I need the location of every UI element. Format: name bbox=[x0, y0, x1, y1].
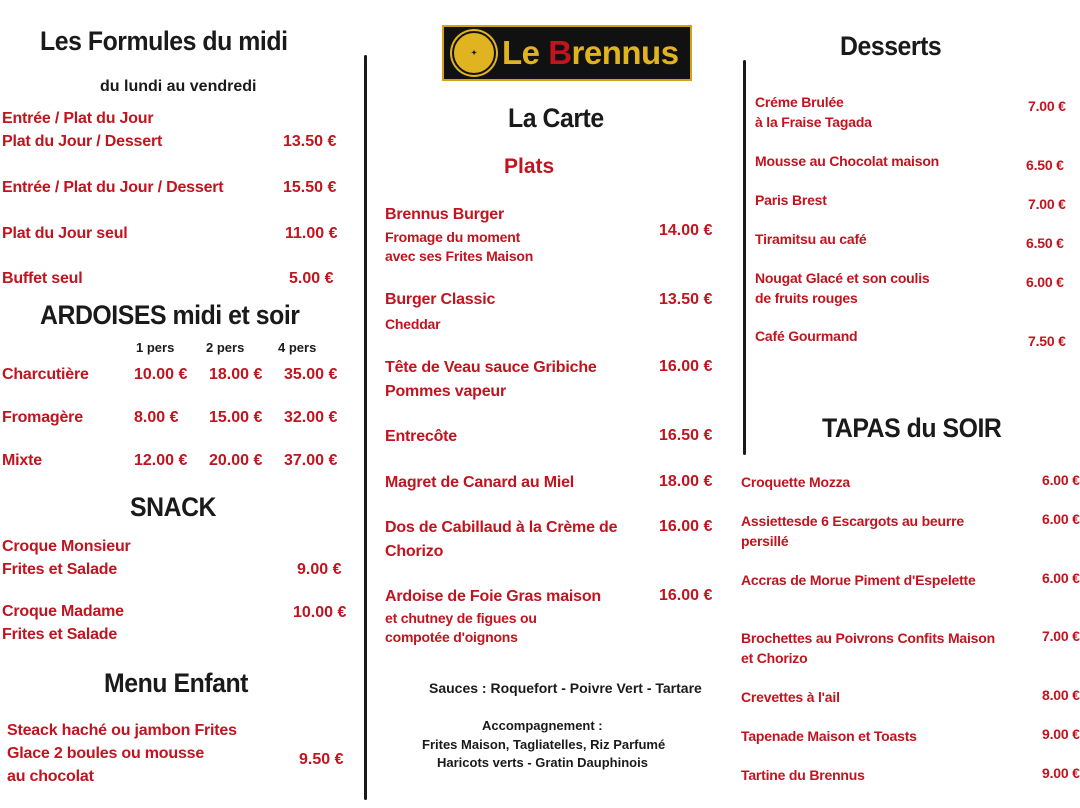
ardoise-3-p2: 20.00 € bbox=[209, 452, 263, 469]
menu-enfant-title: Menu Enfant bbox=[104, 668, 248, 698]
formule-4-name: Buffet seul bbox=[2, 270, 83, 287]
formule-1-line1: Entrée / Plat du Jour bbox=[2, 110, 154, 127]
tapas-7-name: Tartine du Brennus bbox=[741, 767, 865, 783]
desserts-title: Desserts bbox=[840, 31, 942, 61]
ardoise-1-name: Charcutière bbox=[2, 366, 89, 383]
plat-3-price: 16.00 € bbox=[659, 358, 713, 375]
plat-7-price: 16.00 € bbox=[659, 587, 713, 604]
snack-2-line1: Croque Madame bbox=[2, 603, 124, 620]
dessert-3-name: Paris Brest bbox=[755, 192, 827, 208]
logo-b: B bbox=[548, 34, 572, 71]
dessert-2-name: Mousse au Chocolat maison bbox=[755, 153, 940, 169]
plat-6-name2: Chorizo bbox=[385, 543, 444, 560]
plat-2-sub1: Cheddar bbox=[385, 316, 441, 332]
tapas-5-name: Crevettes à l'ail bbox=[741, 689, 840, 705]
formule-1-line2: Plat du Jour / Dessert bbox=[2, 133, 163, 150]
plat-3-name2: Pommes vapeur bbox=[385, 383, 507, 400]
snack-1-price: 9.00 € bbox=[297, 561, 342, 578]
plat-7-sub1: et chutney de figues ou bbox=[385, 610, 537, 626]
tapas-5-price: 8.00 € bbox=[1042, 687, 1080, 703]
logo-badge: ✦ bbox=[452, 31, 496, 75]
plats-title: Plats bbox=[504, 155, 555, 178]
logo-le: Le bbox=[502, 34, 549, 71]
dessert-5-price: 6.00 € bbox=[1026, 274, 1064, 290]
dessert-1-line2: à la Fraise Tagada bbox=[755, 114, 872, 130]
ardoise-2-p1: 8.00 € bbox=[134, 409, 179, 426]
ardoises-title: ARDOISES midi et soir bbox=[40, 300, 300, 330]
ardoise-1-p4: 35.00 € bbox=[284, 366, 338, 383]
snack-1-line2: Frites et Salade bbox=[2, 561, 118, 578]
formules-subtitle: du lundi au vendredi bbox=[100, 78, 257, 95]
enfant-line2: Glace 2 boules ou mousse bbox=[7, 745, 205, 762]
tapas-1-name: Croquette Mozza bbox=[741, 474, 851, 490]
formule-2-price: 15.50 € bbox=[283, 179, 337, 196]
tapas-2-price: 6.00 € bbox=[1042, 511, 1080, 527]
ardoises-col-2pers: 2 pers bbox=[206, 340, 245, 355]
accompagnement-line2: Haricots verts - Gratin Dauphinois bbox=[437, 755, 648, 770]
tapas-3-name: Accras de Morue Piment d'Espelette bbox=[741, 572, 976, 588]
dessert-3-price: 7.00 € bbox=[1028, 196, 1066, 212]
enfant-line3: au chocolat bbox=[7, 768, 94, 785]
ardoise-2-name: Fromagère bbox=[2, 409, 83, 426]
snack-1-line1: Croque Monsieur bbox=[2, 538, 131, 555]
brennus-logo bbox=[442, 25, 692, 81]
snack-2-line2: Frites et Salade bbox=[2, 626, 118, 643]
snack-2-price: 10.00 € bbox=[293, 604, 347, 621]
plat-4-price: 16.50 € bbox=[659, 427, 713, 444]
plat-3-name: Tête de Veau sauce Gribiche bbox=[385, 359, 597, 376]
plat-5-name: Magret de Canard au Miel bbox=[385, 474, 575, 491]
tapas-4-line2: et Chorizo bbox=[741, 650, 808, 666]
logo-rest: rennus bbox=[571, 34, 679, 71]
dessert-6-name: Café Gourmand bbox=[755, 328, 858, 344]
plat-6-name: Dos de Cabillaud à la Crème de bbox=[385, 519, 618, 536]
snack-title: SNACK bbox=[130, 492, 217, 522]
tapas-2-line2: persillé bbox=[741, 533, 789, 549]
formule-2-name: Entrée / Plat du Jour / Dessert bbox=[2, 179, 224, 196]
ardoise-3-name: Mixte bbox=[2, 452, 42, 469]
ardoise-3-p1: 12.00 € bbox=[134, 452, 188, 469]
plat-1-sub2: avec ses Frites Maison bbox=[385, 248, 534, 264]
dessert-1-line1: Créme Brulée bbox=[755, 94, 844, 110]
plat-2-name: Burger Classic bbox=[385, 291, 496, 308]
tapas-6-price: 9.00 € bbox=[1042, 726, 1080, 742]
ardoise-1-p2: 18.00 € bbox=[209, 366, 263, 383]
plat-1-price: 14.00 € bbox=[659, 222, 713, 239]
tapas-1-price: 6.00 € bbox=[1042, 472, 1080, 488]
tapas-2-line1: Assiettesde 6 Escargots au beurre bbox=[741, 513, 964, 529]
ardoises-col-1pers: 1 pers bbox=[136, 340, 175, 355]
la-carte-title: La Carte bbox=[508, 103, 604, 133]
dessert-6-price: 7.50 € bbox=[1028, 333, 1066, 349]
formule-3-price: 11.00 € bbox=[285, 225, 338, 242]
plat-7-name: Ardoise de Foie Gras maison bbox=[385, 588, 601, 605]
right-column-divider bbox=[743, 60, 746, 455]
tapas-7-price: 9.00 € bbox=[1042, 765, 1080, 781]
logo-wordmark bbox=[502, 34, 679, 72]
ardoise-2-p4: 32.00 € bbox=[284, 409, 338, 426]
dessert-1-price: 7.00 € bbox=[1028, 98, 1066, 114]
plat-1-sub1: Fromage du moment bbox=[385, 229, 521, 245]
plat-6-price: 16.00 € bbox=[659, 518, 713, 535]
sauces-line: Sauces : Roquefort - Poivre Vert - Tartare bbox=[429, 680, 702, 696]
dessert-2-price: 6.50 € bbox=[1026, 157, 1064, 173]
enfant-line1: Steack haché ou jambon Frites bbox=[7, 722, 237, 739]
formules-title: Les Formules du midi bbox=[40, 26, 288, 56]
accompagnement-title: Accompagnement : bbox=[482, 718, 603, 733]
formule-4-price: 5.00 € bbox=[289, 270, 334, 287]
ardoises-col-4pers: 4 pers bbox=[278, 340, 317, 355]
dessert-5-line1: Nougat Glacé et son coulis bbox=[755, 270, 930, 286]
tapas-3-price: 6.00 € bbox=[1042, 570, 1080, 586]
tapas-6-name: Tapenade Maison et Toasts bbox=[741, 728, 917, 744]
tapas-4-price: 7.00 € bbox=[1042, 628, 1080, 644]
dessert-4-price: 6.50 € bbox=[1026, 235, 1064, 251]
plat-5-price: 18.00 € bbox=[659, 473, 713, 490]
formule-1-price: 13.50 € bbox=[283, 133, 337, 150]
dessert-5-line2: de fruits rouges bbox=[755, 290, 858, 306]
dessert-4-name: Tiramitsu au café bbox=[755, 231, 867, 247]
tapas-title: TAPAS du SOIR bbox=[822, 413, 1002, 443]
ardoise-3-p4: 37.00 € bbox=[284, 452, 338, 469]
accompagnement-line1: Frites Maison, Tagliatelles, Riz Parfumé bbox=[422, 737, 666, 752]
ardoise-2-p2: 15.00 € bbox=[209, 409, 263, 426]
ardoise-1-p1: 10.00 € bbox=[134, 366, 188, 383]
enfant-price: 9.50 € bbox=[299, 751, 344, 768]
plat-7-sub2: compotée d'oignons bbox=[385, 629, 518, 645]
tapas-4-line1: Brochettes au Poivrons Confits Maison bbox=[741, 630, 995, 646]
formule-3-name: Plat du Jour seul bbox=[2, 225, 128, 242]
left-column-divider bbox=[364, 55, 367, 800]
plat-2-price: 13.50 € bbox=[659, 291, 713, 308]
plat-4-name: Entrecôte bbox=[385, 428, 457, 445]
plat-1-name: Brennus Burger bbox=[385, 206, 504, 223]
